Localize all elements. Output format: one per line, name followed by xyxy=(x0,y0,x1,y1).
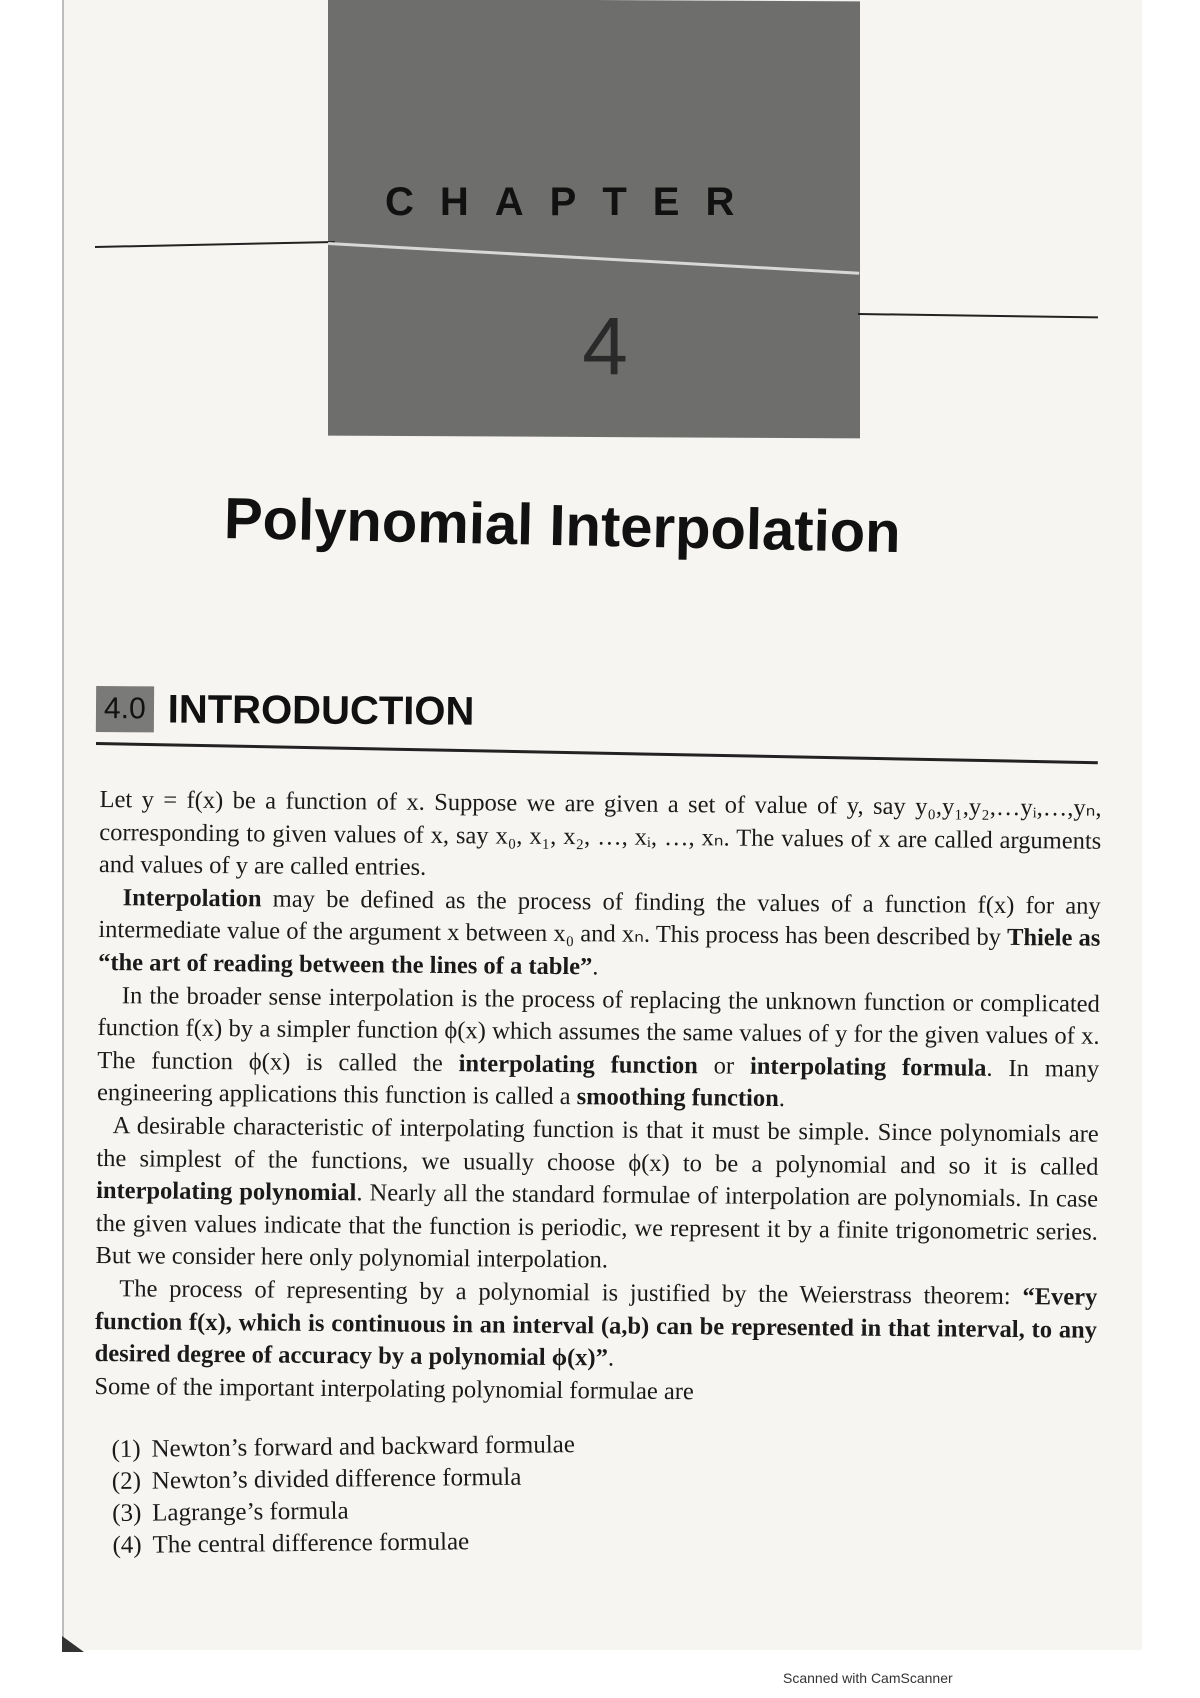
paragraph-6: Some of the important interpolating polynomial formulae are xyxy=(94,1372,694,1405)
paragraph-3: In the broader sense interpolation is the process of replacing the unknown function or complicated function f(x) by a simpler function ϕ(x) which assumes the same values of y for the given values of x. The function ϕ(x) is called the interpolating function or interpolating formula. In many engineering applications this function is called a smoothing function. xyxy=(96,981,1100,1113)
paragraph-2: Interpolation may be defined as the process of finding the values of a function f(x) for any intermediate value of the argument x between x₀ and xₙ. This process has been described by Thiele as “the art of reading between the lines of a table”. xyxy=(98,883,1101,981)
paragraph-4: A desirable characteristic of interpolating function is that it must be simple. Since polynomials are the simplest of the functions, we usually choose ϕ(x) to be a polynomial and so it is called interpolating polynomial. Nearly all the standard formulae of interpolation are polynomials. In case the given values indicate that the function is periodic, we represent it by a finite trigonometric series. But we consider here only polynomial interpolation. xyxy=(95,1112,1099,1274)
chapter-label: CHAPTER xyxy=(385,180,761,224)
list-item: (3) Lagrange’s formula xyxy=(112,1497,349,1527)
formula-list xyxy=(111,1427,812,1562)
section-heading xyxy=(96,680,475,741)
paragraph-5: The process of representing by a polynomial is justified by the Weierstrass theorem: “Every function f(x), which is continuous in an interval (a,b) can be represented in that interval, to any desired degree of accuracy by a polynomial ϕ(x)”. xyxy=(94,1275,1098,1372)
page-corner-mark xyxy=(62,1636,84,1652)
paragraph-1: Let y = f(x) be a function of x. Suppose we are given a set of value of y, say y₀,y₁,y₂,…yᵢ,…,yₙ, corresponding to given values of x, say x₀, x₁, x₂, …, xᵢ, …, xₙ. The values of x are called arguments and values of y are called entries. xyxy=(98,786,1102,882)
list-item: (2) Newton’s divided difference formula xyxy=(111,1463,522,1496)
section-number: 4.0 xyxy=(96,686,154,732)
list-item: (1) Newton’s forward and backward formulae xyxy=(111,1431,576,1464)
chapter-title: Polynomial Interpolation xyxy=(223,486,902,566)
chapter-number: 4 xyxy=(582,301,628,392)
list-item: (4) The central difference formulae xyxy=(112,1528,470,1559)
scanner-footer: Scanned with CamScanner xyxy=(783,1670,953,1686)
page-edge xyxy=(62,0,64,1650)
section-title: INTRODUCTION xyxy=(167,687,475,734)
body-text xyxy=(94,784,1101,1412)
